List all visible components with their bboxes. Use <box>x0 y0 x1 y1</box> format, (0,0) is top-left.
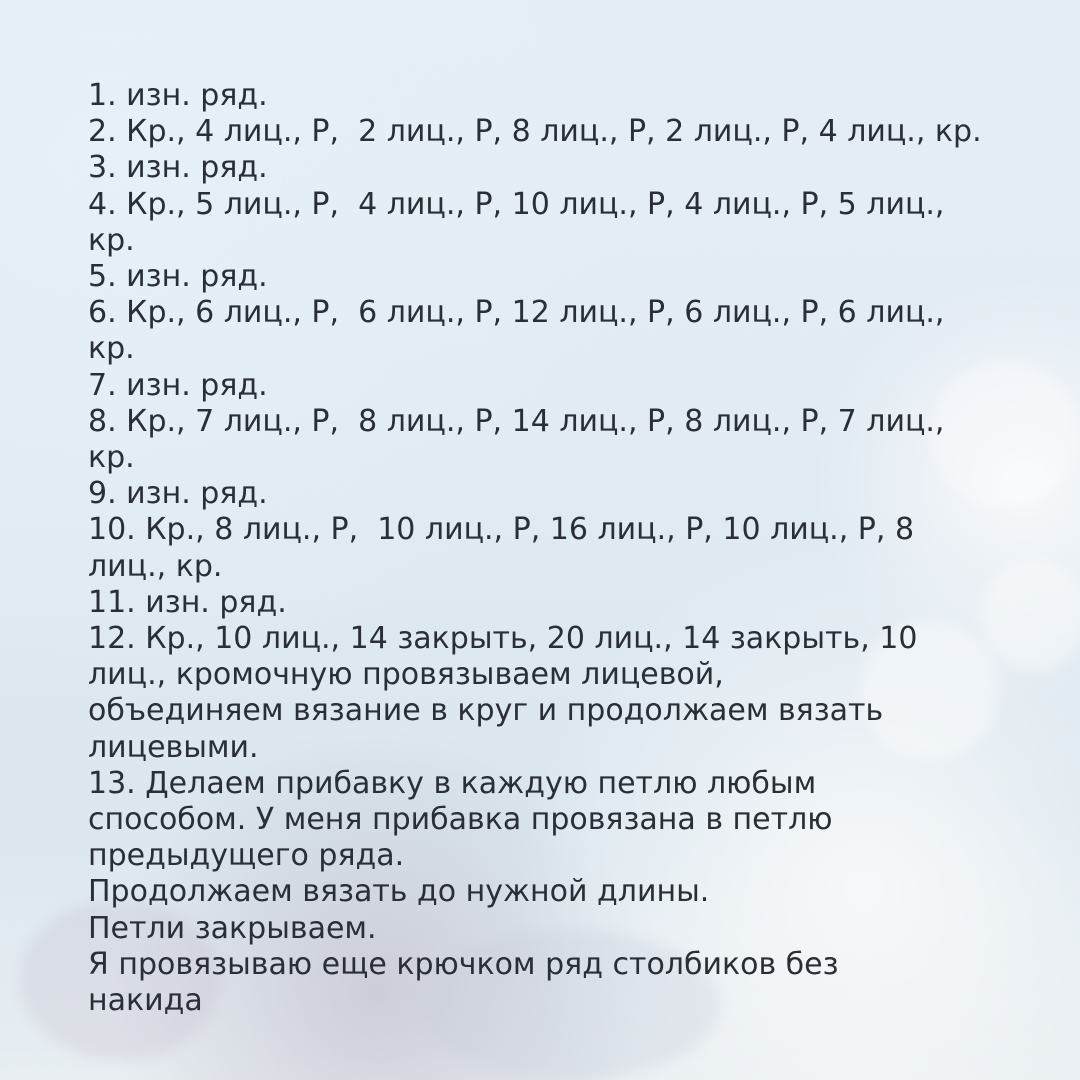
instruction-line: кр. <box>88 222 135 258</box>
instruction-line: 5. изн. ряд. <box>88 259 268 295</box>
instruction-line: 3. изн. ряд. <box>88 150 268 186</box>
instruction-line: лиц., кромочную провязываем лицевой, <box>88 657 724 693</box>
instruction-line: 11. изн. ряд. <box>88 584 287 620</box>
instruction-line: предыдущего ряда. <box>88 838 405 874</box>
knitting-instructions <box>88 78 988 1019</box>
instruction-line: накида <box>88 983 203 1019</box>
instruction-line: кр. <box>88 331 135 367</box>
instruction-line: лицевыми. <box>88 729 259 765</box>
instruction-line: Продолжаем вязать до нужной длины. <box>88 874 710 910</box>
instruction-line: Я провязываю еще крючком ряд столбиков без <box>88 946 839 982</box>
instruction-line: 2. Кр., 4 лиц., Р, 2 лиц., Р, 8 лиц., Р, 2 лиц., Р, 4 лиц., кр. <box>88 114 982 150</box>
instruction-line: Петли закрываем. <box>88 910 377 946</box>
instruction-line: 4. Кр., 5 лиц., Р, 4 лиц., Р, 10 лиц., Р, 4 лиц., Р, 5 лиц., <box>88 186 945 222</box>
instruction-line: 6. Кр., 6 лиц., Р, 6 лиц., Р, 12 лиц., Р, 6 лиц., Р, 6 лиц., <box>88 295 945 331</box>
background-bokeh <box>980 560 1080 670</box>
instruction-line: 13. Делаем прибавку в каждую петлю любым <box>88 765 817 801</box>
instruction-line: 9. изн. ряд. <box>88 476 268 512</box>
instruction-line: 10. Кр., 8 лиц., Р, 10 лиц., Р, 16 лиц., Р, 10 лиц., Р, 8 <box>88 512 915 548</box>
instruction-line: объединяем вязание в круг и продолжаем вязать <box>88 693 884 729</box>
instruction-line: 1. изн. ряд. <box>88 78 268 113</box>
instruction-line: лиц., кр. <box>88 548 223 584</box>
instruction-line: способом. У меня прибавка провязана в петлю <box>88 802 833 838</box>
instruction-line: кр. <box>88 440 135 476</box>
instruction-line: 7. изн. ряд. <box>88 367 268 403</box>
instruction-line: 12. Кр., 10 лиц., 14 закрыть, 20 лиц., 14 закрыть, 10 <box>88 621 918 657</box>
instruction-line: 8. Кр., 7 лиц., Р, 8 лиц., Р, 14 лиц., Р, 8 лиц., Р, 7 лиц., <box>88 403 945 439</box>
